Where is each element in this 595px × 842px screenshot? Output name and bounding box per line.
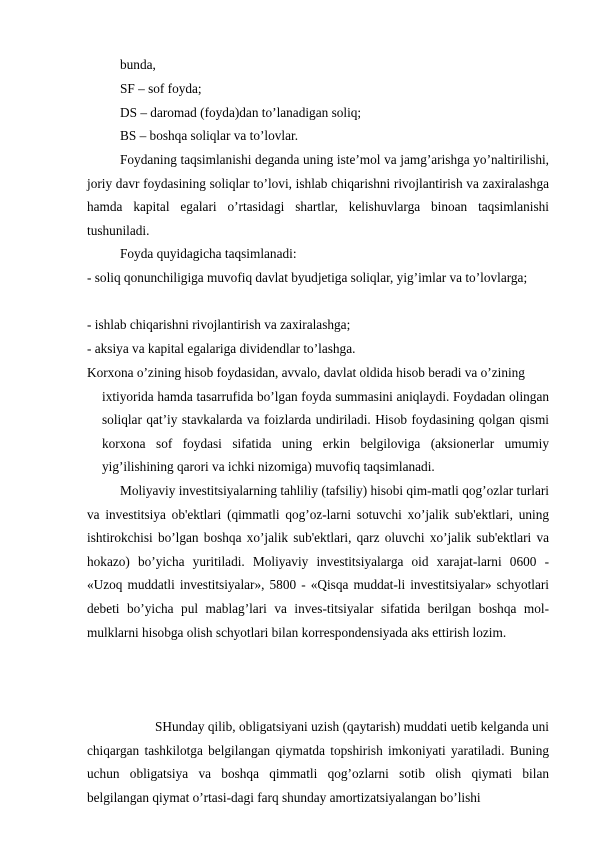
dash-item-soliqlar: - soliq qonunchiligiga muvofiq davlat byudjetiga soliqlar, yig’imlar va to’lovlarga; [87,270,528,285]
text-line-bunda: bunda, [120,57,156,72]
text-line-bs: BS – boshqa soliqlar va to’lovlar. [120,128,299,143]
text-line-ds: DS – daromad (foyda)dan to’lanadigan soliq; [120,105,362,120]
text-line-foyda-quyidagicha: Foyda quyidagicha taqsimlanadi: [120,246,297,261]
paragraph-continuation: ixtiyorida hamda tasarrufida bo’lgan foyda summasini aniqlaydi. Foydadan olingan soliqlar qat’iy stavkalarda va foizlarda undiriladi. Hisob foydasining qolgan qismi korxona sof foydasi sifatida uning erkin belgiloviga (aksionerlar umumiy yig’ilishining qarori va ichki nizomiga) muvofiq taqsimlanadi. [102,388,549,475]
paragraph-first-line: Korxona o’zining hisob foydasidan, avvalo, davlat oldida hisob beradi va o’zining [87,365,525,380]
paragraph-moliyaviy-investitsiyalar: Moliyaviy investitsiyalarning tahliliy (tafsiliy) hisobi qim-matli qog’ozlar turlari va investitsiya ob'ektlari (qimmatli qog’oz-larni sotuvchi xo’jalik sub'ektlari, uning ishtirokchisi bo’lgan boshqa xo’jalik sub'ektlari, qarz oluvchi xo’jalik sub'ektlari va hokazo) bo’yicha yuritiladi. Moliyaviy investitsiyalarga oid xarajat-larni 0600 - «Uzoq muddatli investitsiyalar», 5800 - «Qisqa muddat-li investitsiyalar» schyotlari debeti bo’yicha pul mablag’lari va inves-titsiyalar sifatida berilgan boshqa mol-mulklarni hisobga olish schyotlari bilan korrespondensiyada aks ettirish lozim. [87,483,549,640]
dash-item-dividendlar: - aksiya va kapital egalariga dividendlar to’lashga. [87,341,356,356]
paragraph-foyda-taqsimlanishi: Foydaning taqsimlanishi deganda uning iste’mol va jamg’arishga yo’naltirilishi, joriy davr foydasining soliqlar to’lovi, ishlab chiqarishni rivojlantirish va zaxiralashga hamda kapital egalari o’rtasidagi shartlar, kelishuvlarga binoan taqsimlanishi tushuniladi. [87,152,549,238]
paragraph-obligatsiyani-uzish: SHunday qilib, obligatsiyani uzish (qaytarish) muddati uetib kelganda uni chiqargan tashkilotga belgilangan qiymatda topshirish imkoniyati yaratiladi. Buning uchun obligatsiya va boshqa qimmatli qog’ozlarni sotib olish qiymati bilan belgilangan qiymat o’rtasi-dagi farq shunday amortizatsiyalangan bo’lishi [87,719,549,805]
paragraph-korxona-hisob-foydasi [87,361,549,479]
dash-item-ishlab-chiqarish: - ishlab chiqarishni rivojlantirish va zaxiralashga; [87,317,351,332]
text-line-sf: SF – sof foyda; [120,81,202,96]
